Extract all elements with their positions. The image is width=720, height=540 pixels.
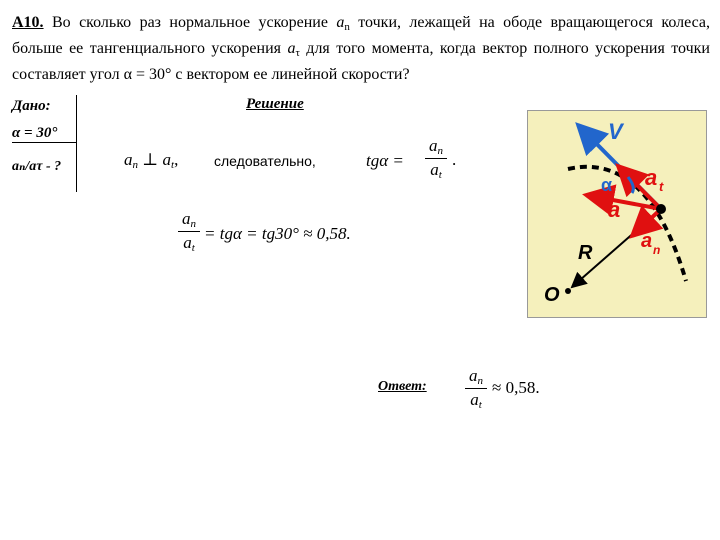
perp-at: a xyxy=(162,150,171,169)
perp-an: a xyxy=(124,150,133,169)
label-at: a xyxy=(645,165,658,190)
ans-num-sub: n xyxy=(477,375,483,387)
ans-bar xyxy=(465,388,487,389)
eq2-den: a xyxy=(183,233,192,252)
problem-text-2: точки, лежащей на ободе вращающегося колеса, больше ее тангенциального ускорения xyxy=(12,14,710,57)
problem-text-3: для того момента, когда вектор полного ускорения точки составляет угол α = 30° с вектором ее линейной скорости? xyxy=(12,40,710,83)
perpendicular-relation xyxy=(124,150,178,171)
problem-statement xyxy=(12,12,710,86)
eq2-fraction xyxy=(178,209,200,254)
frac-num: a xyxy=(429,136,438,155)
perp-comma: , xyxy=(174,150,179,169)
eq2-num: a xyxy=(182,209,191,228)
eq2-den-sub: t xyxy=(191,242,195,254)
perp-at-sub: t xyxy=(171,159,175,171)
center-point xyxy=(565,288,571,294)
eq2-bar xyxy=(178,231,200,232)
eq2-num-sub: n xyxy=(190,218,196,230)
label-an-sub: n xyxy=(653,243,661,257)
eq2-rhs: = tgα = tg30° ≈ 0,58. xyxy=(204,224,351,243)
perp-symbol: ⊥ xyxy=(142,150,159,169)
label-O: O xyxy=(544,284,560,306)
rim-point xyxy=(656,204,666,214)
an-symbol: a xyxy=(336,14,345,31)
at-subscript: τ xyxy=(295,47,300,59)
frac-num-sub: n xyxy=(437,145,443,157)
given-alpha: α = 30° xyxy=(12,125,58,141)
label-R: R xyxy=(578,242,593,264)
problem-number: А10. xyxy=(12,14,44,31)
at-symbol: a xyxy=(287,40,296,57)
tg-fraction xyxy=(425,136,447,181)
problem-text-1: Во сколько раз нормальное ускорение xyxy=(43,14,337,31)
frac-bar xyxy=(425,158,447,159)
given-title: Дано: xyxy=(12,98,51,114)
frac-den-sub: t xyxy=(438,169,442,181)
consequently-text: следовательно, xyxy=(214,153,316,169)
label-V: V xyxy=(608,119,623,144)
vector-diagram xyxy=(527,110,707,318)
label-at-sub: t xyxy=(659,179,664,194)
answer-fraction xyxy=(465,366,487,411)
tg-dot: . xyxy=(452,150,457,169)
ans-den: a xyxy=(470,390,479,409)
label-a: a xyxy=(608,197,621,222)
answer-rhs: ≈ 0,58. xyxy=(492,378,540,397)
frac-den: a xyxy=(430,160,439,179)
ans-den-sub: t xyxy=(478,399,482,411)
ans-num: a xyxy=(469,366,478,385)
label-alpha: α xyxy=(601,175,613,195)
answer-label: Ответ: xyxy=(378,379,427,394)
given-divider-vertical xyxy=(76,95,77,192)
perp-an-sub: n xyxy=(132,159,138,171)
label-an: a xyxy=(641,230,653,252)
given-find: aₙ/aτ - ? xyxy=(12,159,62,174)
solution-title: Решение xyxy=(246,96,304,112)
an-subscript: n xyxy=(344,21,350,33)
tg-lhs: tgα = xyxy=(366,151,404,170)
given-divider-horizontal xyxy=(12,142,76,143)
diagram-svg xyxy=(528,111,706,317)
